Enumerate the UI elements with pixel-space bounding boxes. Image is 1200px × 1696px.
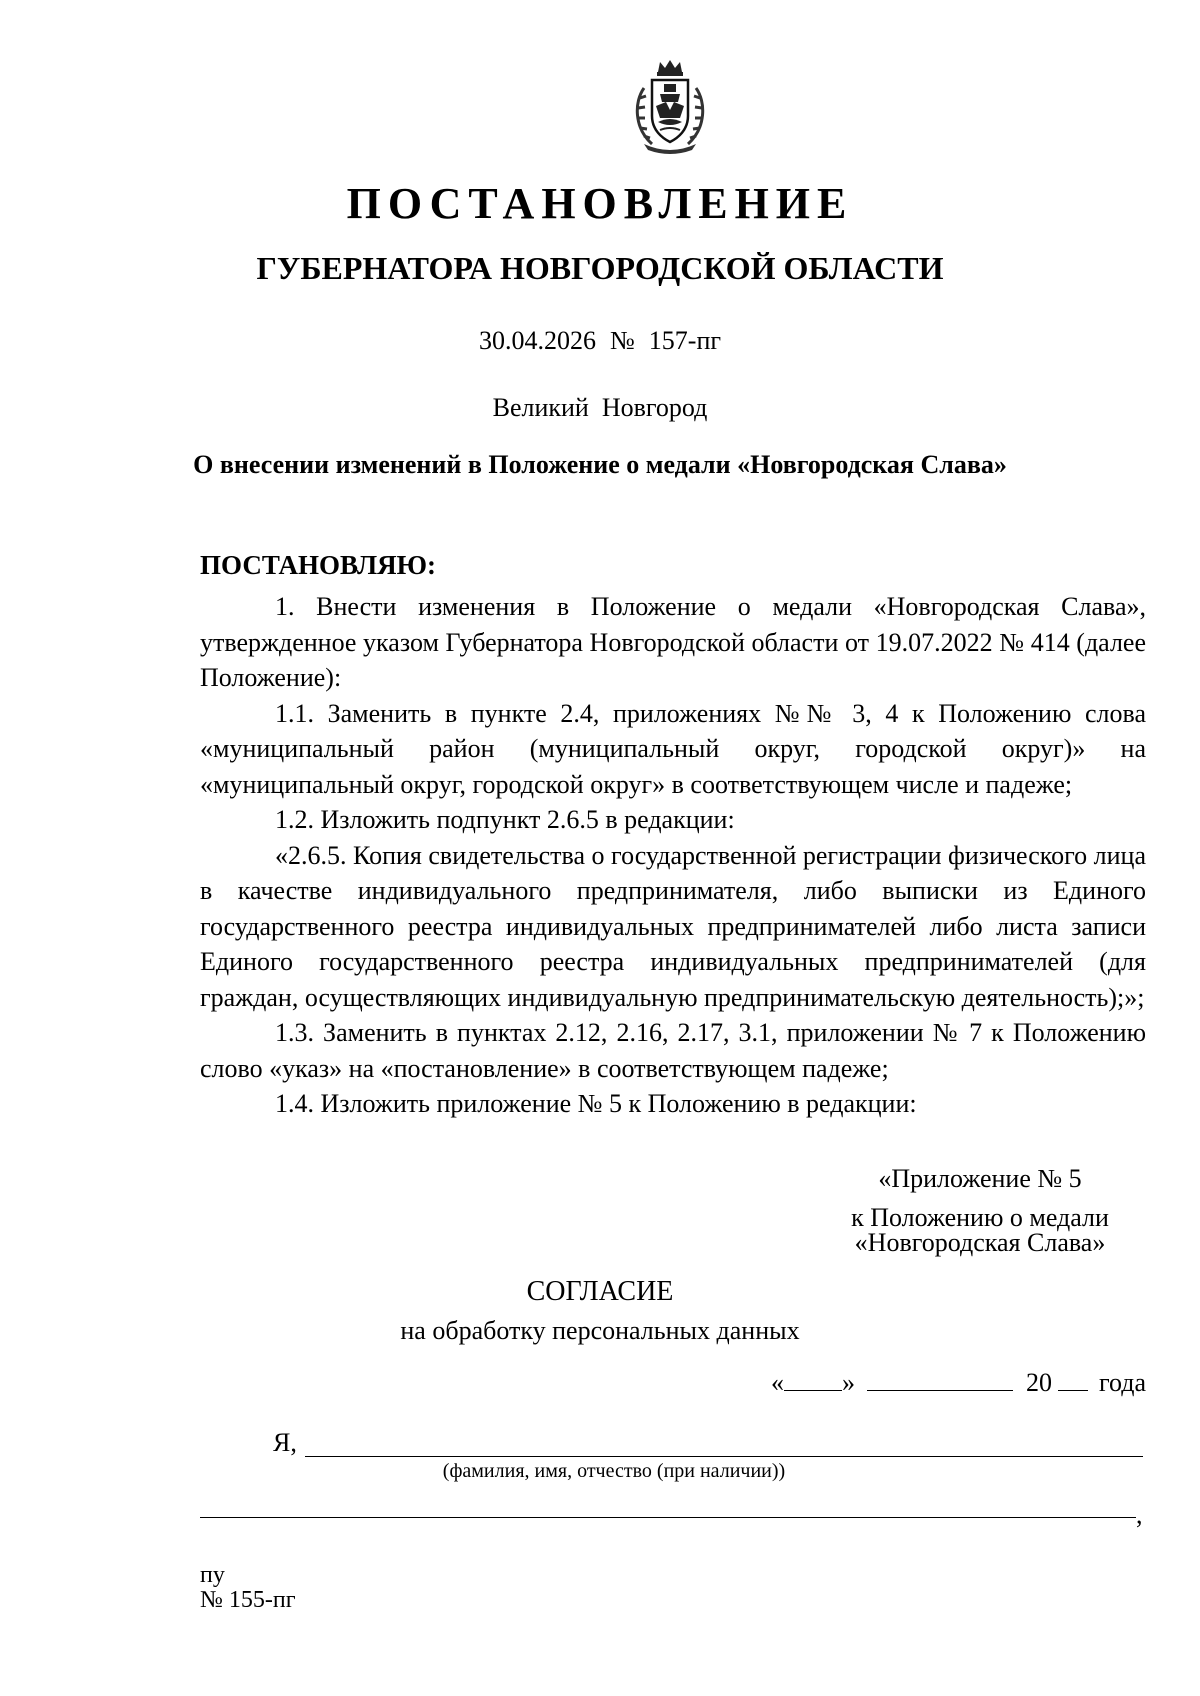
- consent-title: СОГЛАСИЕ: [526, 1276, 674, 1307]
- close-quote: »: [841, 1368, 855, 1397]
- consent-subtitle: на обработку персональных данных: [400, 1316, 800, 1345]
- i-label: Я,: [273, 1428, 297, 1457]
- document-subtitle: ГУБЕРНАТОРА НОВГОРОДСКОЙ ОБЛАСТИ: [256, 250, 944, 286]
- decree-word: ПОСТАНОВЛЯЮ:: [200, 550, 436, 580]
- day-blank[interactable]: [784, 1368, 842, 1391]
- appendix-reference: [800, 1205, 1160, 1255]
- document-subject: О внесении изменений в Положение о медали «Новгородская Слава»: [193, 450, 1007, 479]
- paragraph: 1. Внести изменения в Положение о медали «Новгородская Слава», утвержденное указом Губернатора Новгородской области от 19.07.2022 № 414 (далее Положение):: [200, 592, 1146, 692]
- paragraph: 1.4. Изложить приложение № 5 к Положению в редакции:: [275, 1089, 917, 1118]
- year-suffix: года: [1098, 1368, 1146, 1397]
- document-number: 157-пг: [648, 326, 722, 355]
- date-blank: [760, 1368, 1146, 1398]
- city: Великий Новгород: [492, 393, 708, 422]
- fio-blank-line[interactable]: [305, 1456, 1143, 1457]
- coat-of-arms-icon: [630, 58, 710, 156]
- open-quote: «: [770, 1368, 784, 1397]
- document-title: ПОСТАНОВЛЕНИЕ: [346, 179, 854, 228]
- date-number-line: [0, 326, 1200, 356]
- appendix-line: «Новгородская Слава»: [854, 1228, 1106, 1257]
- paragraph: «2.6.5. Копия свидетельства о государственной регистрации физического лица в качестве индивидуального предпринимателя, либо выписки из Единого государственного реестра индивидуальных предпринимателей либо листа записи Единого государственного реестра индивидуальных предпринимателей (для граждан, осуществляющих индивидуальную предпринимательскую деятельность);»;: [200, 840, 1146, 1012]
- second-blank-line[interactable]: [200, 1517, 1136, 1518]
- paragraph: 1.3. Заменить в пунктах 2.12, 2.16, 2.17, 3.1, приложении № 7 к Положению слово «указ» на «постановление» в соответствующем падеже;: [200, 1018, 1146, 1083]
- paragraph: 1.2. Изложить подпункт 2.6.5 в редакции:: [275, 805, 735, 834]
- year-blank[interactable]: [1058, 1368, 1088, 1391]
- month-blank[interactable]: [867, 1368, 1013, 1391]
- year-prefix: 20: [1025, 1368, 1052, 1397]
- appendix-heading: «Приложение № 5: [878, 1164, 1082, 1193]
- paragraph: 1.1. Заменить в пункте 2.4, приложениях №№ 3, 4 к Положению слова «муниципальный район (муниципальный округ, городской округ)» на «муниципальный округ, городской округ» в соответствующем числе и падеже;: [200, 698, 1146, 799]
- fio-caption: (фамилия, имя, отчество (при наличии)): [442, 1460, 786, 1482]
- document-body: [200, 589, 1146, 1122]
- footer-mark: пу: [200, 1562, 225, 1588]
- appendix-line: к Положению о медали: [851, 1203, 1109, 1232]
- document-date: 30.04.2026: [478, 326, 596, 355]
- line-comma: ,: [1136, 1500, 1143, 1529]
- footer-number: № 155-пг: [200, 1587, 296, 1613]
- number-sign: №: [609, 326, 635, 355]
